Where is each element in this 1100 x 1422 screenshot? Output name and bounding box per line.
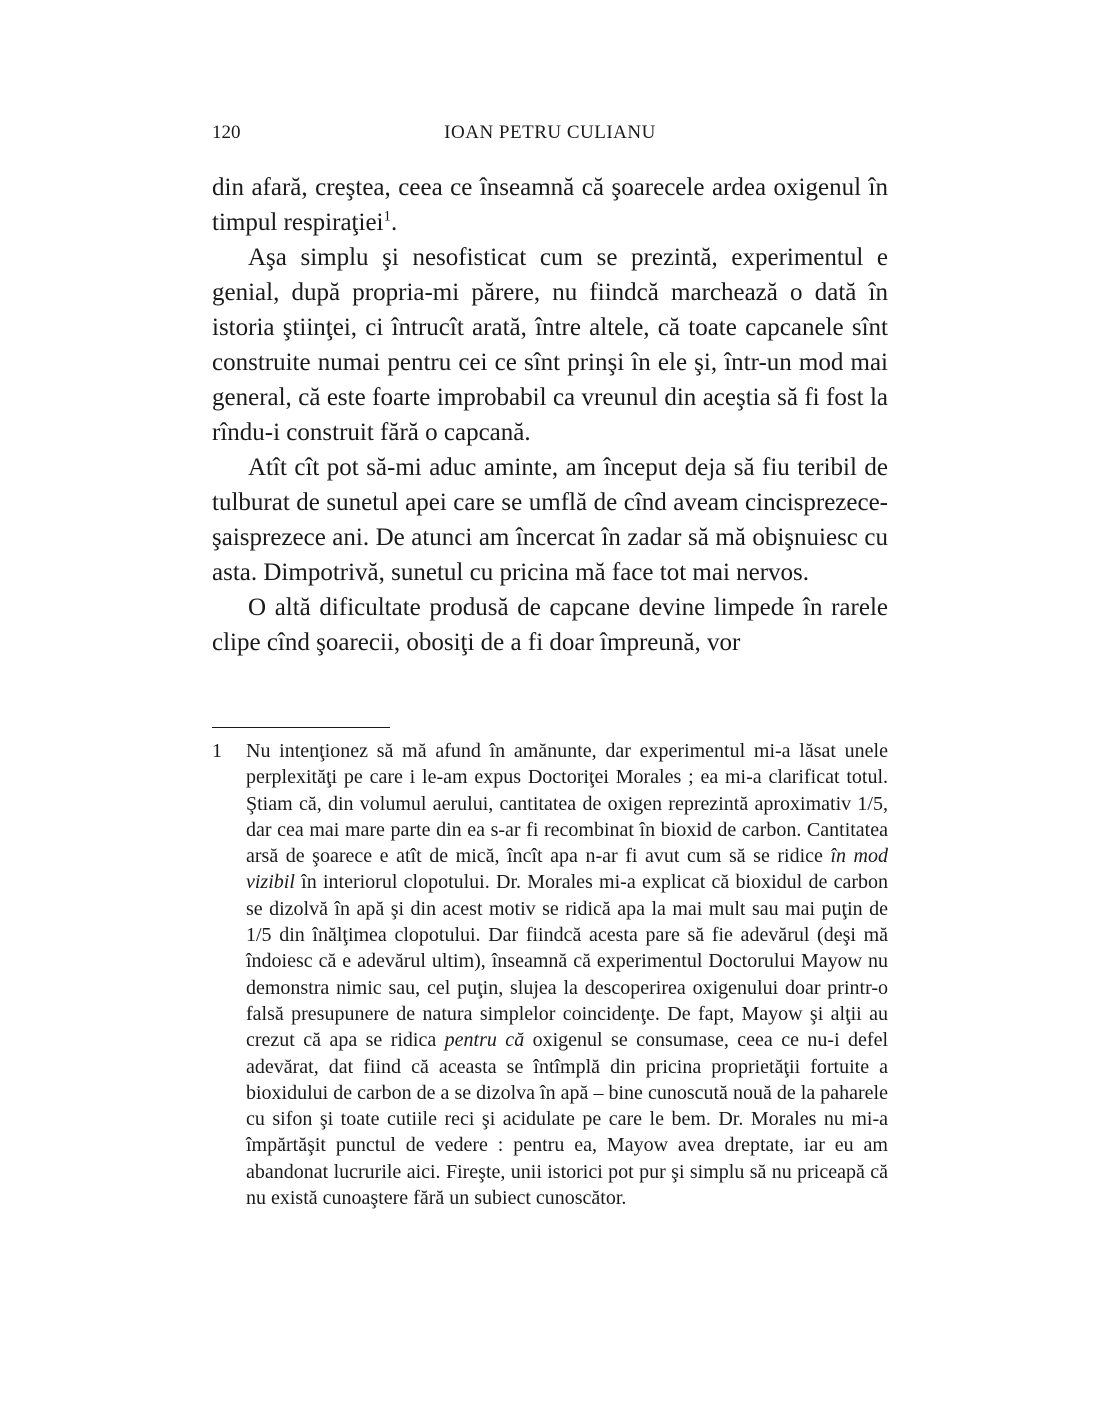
footnote-text-part-b: în interiorul clopotului. Dr. Morales mi-a explicat că bioxidul de carbon se dizolvă în apă şi din acest motiv se ridică apa la mai mult sau mai puţin de 1/5 din înălţimea clopotului. Dar fiindcă acesta pare să fie adevărul (deşi mă îndoiesc că e adevărul ultim), înseamnă că experimentul Doctorului Mayow nu demonstra nimic sau, cel puţin, slujea la descoperirea oxigenului doar printr-o falsă presupunere de natura simplelor coincidenţe. De fapt, Mayow şi alţii au crezut că apa se ridica — [246, 871, 888, 1052]
footnote-text — [246, 738, 888, 1211]
footnote-italic-b: pentru că — [444, 1029, 525, 1052]
footnote-italic-a: în mod vizibil — [246, 845, 889, 894]
paragraph-3: Atît cît pot să-mi aduc aminte, am început deja să fiu teribil de tulburat de sunetul apei care se umflă de cînd aveam cincisprezece-şaisprezece ani. De atunci am încercat în zadar să mă obişnuiesc cu asta. Dimpotrivă, sunetul cu pricina mă face tot mai nervos. — [212, 454, 888, 586]
footnote-text-part-a: Nu intenţionez să mă afund în amănunte, dar experimentul mi-a lăsat unele perplexităţi pe care i le-am expus Doctoriţei Morales ; ea mi-a clarificat totul. Ştiam că, din volumul aerului, cantitatea de oxigen reprezintă aproximativ 1/5, dar cea mai mare parte din ea s-ar fi recombinat în bioxid de carbon. Cantitatea arsă de şoarece e atît de mică, încît apa n-ar fi avut cum să se ridice — [246, 740, 888, 868]
page-header — [212, 122, 888, 152]
paragraph-4: O altă dificultate produsă de capcane devine limpede în rarele clipe cînd şoarecii, obosiţi de a fi doar împreună, vor — [212, 594, 888, 656]
page-number: 120 — [212, 122, 241, 143]
footnote-reference[interactable]: 1 — [383, 208, 391, 225]
paragraph-1-text: din afară, creştea, ceea ce înseamnă că şoarecele ardea oxigenul în timpul respiraţiei — [212, 174, 888, 236]
footnote-number: 1 — [212, 740, 222, 762]
running-head: IOAN PETRU CULIANU — [444, 122, 656, 143]
main-text — [212, 170, 888, 660]
footnote-text-part-c: oxigenul se consumase, ceea ce nu-i defel adevărat, dat fiind că aceasta se întîmplă din pricina proprietăţii fortuite a bioxidului de carbon de a se dizolva în apă – bine cunoscută nouă de la paharele cu sifon şi toate cutiile reci şi acidulate pe care le bem. Dr. Morales nu mi-a împărtăşit punctul de vedere : pentru ea, Mayow avea dreptate, iar eu am abandonat lucrurile aici. Fireşte, unii istorici pot pur şi simplu să nu priceapă că nu există cunoaştere fără un subiect cunoscător. — [246, 1029, 889, 1210]
paragraph-2: Aşa simplu şi nesofisticat cum se prezintă, experimentul e genial, după propria-mi părere, nu fiindcă marchează o dată în istoria ştiinţei, ci întrucît arată, între altele, că toate capcanele sînt construite numai pentru cei ce sînt prinşi în ele şi, într-un mod mai general, că este foarte improbabil ca vreunul din aceştia să fi fost la rîndu-i construit fără o capcană. — [212, 244, 888, 446]
paragraph-1-end: . — [390, 209, 398, 236]
footnote — [212, 738, 888, 1211]
footnote-divider — [212, 727, 390, 728]
paragraph-1 — [212, 170, 888, 240]
